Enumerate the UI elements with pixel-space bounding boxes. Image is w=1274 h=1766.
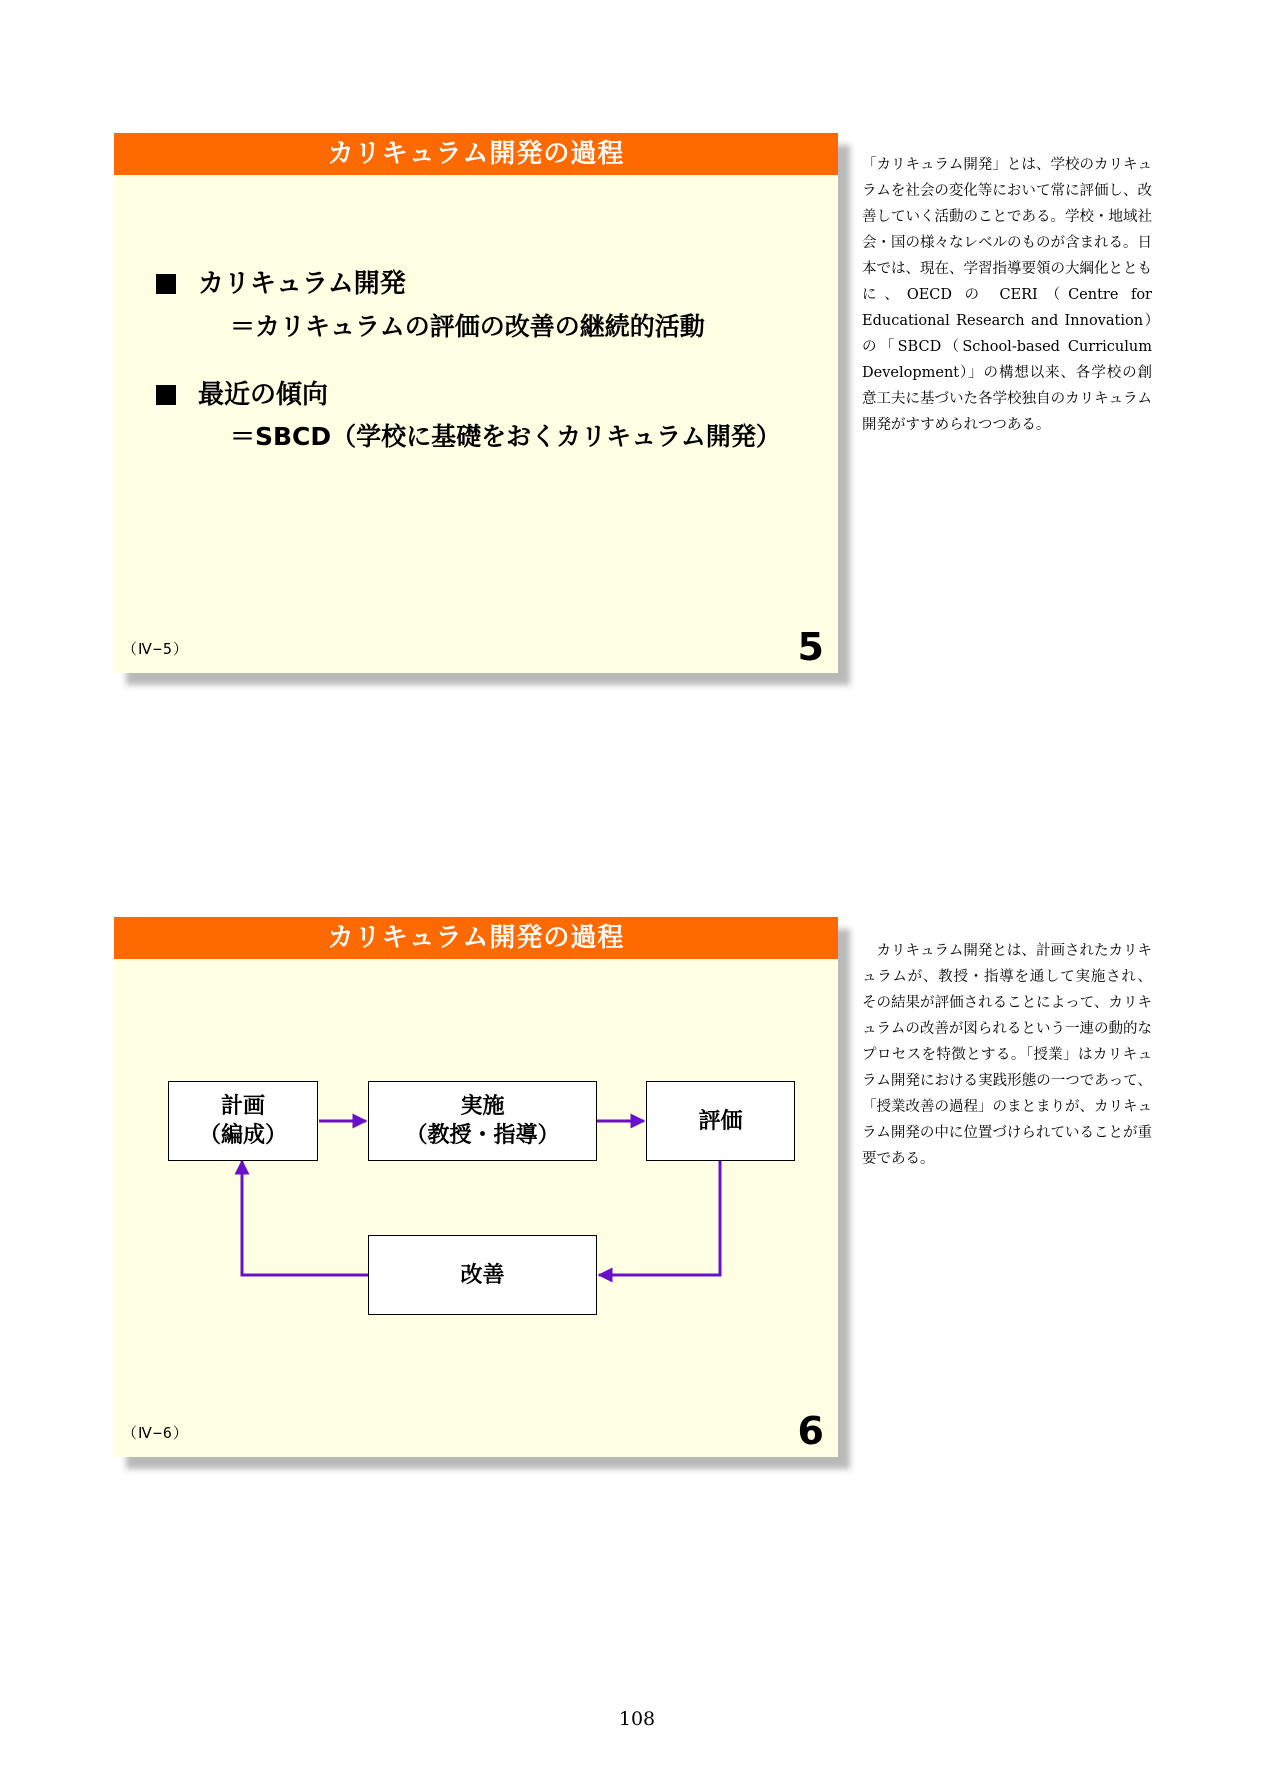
note-text: 「カリキュラム開発」とは、学校のカリキュラムを社会の変化等において常に評価し、改善していく活動のことである。学校・地域社会・国の様々なレベルのものが含まれる。日本では、現在、学習指導要領の大綱化とともに、OECD の CERI（Centre for Educational Research and Innovation）の「SBCD（School-based Curriculum Development）」の構想以来、各学校の創意工夫に基づいた各学校独自のカリキュラム開発がすすめられつつある。 <box>862 157 1152 433</box>
bullet-recent-trend <box>156 374 328 411</box>
arrow-improve-to-plan <box>242 1161 368 1275</box>
slide-5 <box>114 133 838 673</box>
page-number: 108 <box>618 1708 656 1730</box>
process-arrows <box>114 917 838 1457</box>
square-bullet-icon <box>156 274 176 294</box>
slide-code: （Ⅳ−5） <box>122 640 189 658</box>
plan-label: 計画 <box>220 1094 265 1119</box>
implement-sublabel: （教授・指導） <box>405 1123 560 1148</box>
bullet-label: カリキュラム開発 <box>198 269 406 299</box>
plan-sublabel: （編成） <box>198 1123 287 1148</box>
slide-code: （Ⅳ−6） <box>122 1424 189 1442</box>
plan-box <box>168 1081 318 1161</box>
slide-number: 6 <box>797 1409 824 1453</box>
implement-label: 実施 <box>460 1094 505 1119</box>
improve-label: 改善 <box>460 1262 505 1288</box>
bullet-sub-text: ＝カリキュラムの評価の改善の継続的活動 <box>230 312 705 341</box>
bullet-sub-text: ＝SBCD（学校に基礎をおくカリキュラム開発） <box>230 422 781 451</box>
slide-title: カリキュラム開発の過程 <box>114 917 838 959</box>
implement-box <box>368 1081 597 1161</box>
note-text: カリキュラム開発とは、計画されたカリキュラムが、教授・指導を通して実施され、その結果が評価されることによって、カリキュラムの改善が図られるという一連の動的なプロセスを特徴とする。「授業」はカリキュラム開発における実践形態の一つであって、「授業改善の過程」のまとまりが、カリキュラム開発の中に位置づけられていることが重要である。 <box>862 943 1152 1167</box>
evaluate-label: 評価 <box>698 1108 743 1134</box>
slide-number: 5 <box>797 625 824 669</box>
slide-6-note <box>862 938 1152 1172</box>
slide-title: カリキュラム開発の過程 <box>114 133 838 175</box>
bullet-label: 最近の傾向 <box>198 380 329 410</box>
slide-5-note <box>862 152 1152 438</box>
evaluate-box <box>646 1081 795 1161</box>
slide-6 <box>114 917 838 1457</box>
square-bullet-icon <box>156 385 176 405</box>
arrow-evaluate-to-improve <box>599 1161 720 1275</box>
improve-box <box>368 1235 597 1315</box>
bullet-curriculum-development <box>156 263 406 300</box>
